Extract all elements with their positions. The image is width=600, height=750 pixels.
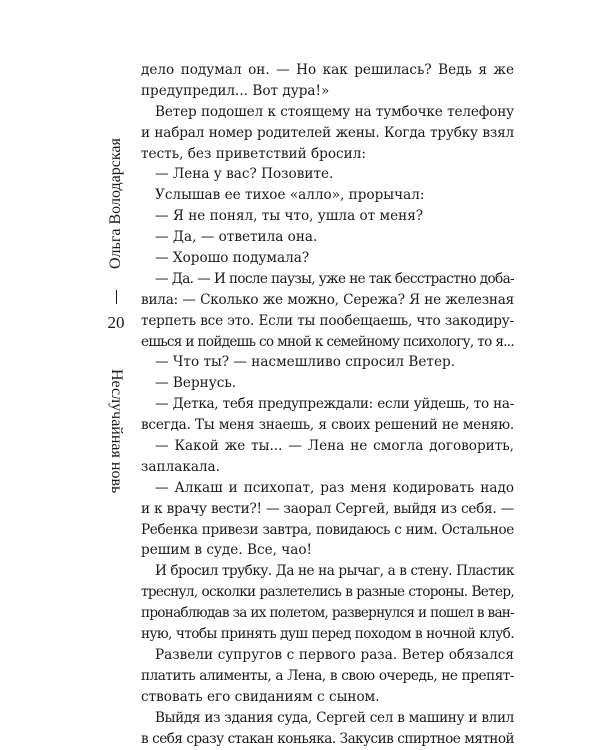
text-line: Выйдя из здания суда, Сергей сел в машину и влил [155, 709, 514, 726]
text-line: Ребенка привези завтра, повидаюсь с ним. Остальное [141, 521, 514, 538]
text-line: — Алкаш и психопат, раз меня кодировать надо [155, 479, 514, 496]
body-text [141, 60, 514, 749]
running-head-divider [116, 290, 117, 304]
text-line: треснул, осколки разлетелись в разные стороны. Ветер, [141, 584, 514, 601]
text-line: — Детка, тебя предупреждали: если уйдешь, то на- [155, 396, 514, 413]
text-line: Развели супругов с первого раза. Ветер обязался [155, 646, 514, 663]
text-line: — Да, — ответила она. [155, 229, 318, 246]
text-line: — Лена у вас? Позовите. [155, 166, 334, 183]
author-name: Ольга Володарская [107, 138, 124, 270]
text-line: — Я не понял, ты что, ушла от меня? [155, 208, 424, 225]
running-head [100, 118, 132, 518]
text-line: вила: — Сколько же можно, Сережа? Я не железная [141, 291, 514, 308]
text-line: и к врачу вести?! — заорал Сергей, выйдя из себя. — [141, 500, 514, 517]
text-line: ную, чтобы принять душ перед походом в ночной клуб. [141, 626, 514, 643]
text-line: Ветер подошел к стоящему на тумбочке телефону [155, 103, 514, 120]
text-line: — Хорошо подумала? [155, 250, 310, 267]
text-line: всегда. Ты меня знаешь, я своих решений не меняю. [141, 417, 514, 434]
text-line: заплакала. [141, 458, 220, 475]
text-line: Услышав ее тихое «алло», прорычал: [155, 187, 425, 204]
text-line: терпеть все это. Если ты пообещаешь, что закодиру- [141, 312, 514, 329]
text-line: И бросил трубку. Да не на рычаг, а в стену. Пластик [155, 563, 514, 580]
book-title: Неслучайная новь [108, 368, 125, 494]
text-line: — Что ты? — насмешливо спросил Ветер. [155, 354, 456, 371]
text-line: — Вернусь. [155, 375, 237, 392]
text-line: — Какой же ты... — Лена не смогла договорить, [155, 438, 514, 455]
text-line: ешься и пойдешь со мной к семейному психологу, то я... [141, 333, 514, 350]
text-line: дело подумал он. — Но как решилась? Ведь я же [141, 62, 514, 78]
text-line: и набрал номер родителей жены. Когда трубку взял [141, 124, 514, 141]
text-line: платить алименты, а Лена, в свою очередь, не препят- [141, 667, 514, 684]
text-line: предупредил... Вот дура!» [141, 82, 330, 99]
page-number: 20 [107, 313, 125, 332]
text-line: тесть, без приветствий бросил: [141, 145, 366, 162]
text-line: в себя сразу стакан коньяка. Закусив спиртное мятной [141, 730, 514, 747]
text-line: ствовать его свиданиям с сыном. [141, 688, 380, 705]
text-line: пронаблюдав за их полетом, развернулся и пошел в ван- [141, 605, 514, 622]
text-line: — Да. — И после паузы, уже не так бесстрастно доба- [155, 270, 514, 287]
text-line: решим в суде. Все, чао! [141, 542, 313, 559]
